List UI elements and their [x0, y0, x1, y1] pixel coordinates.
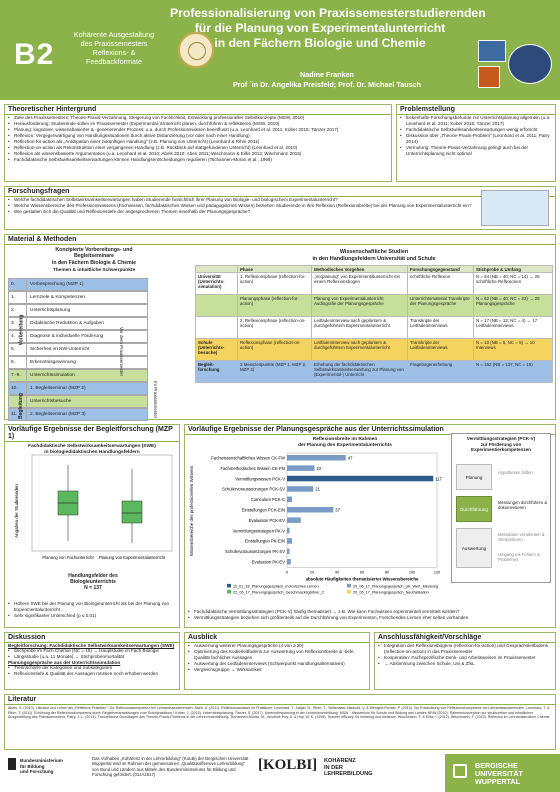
studies-table — [195, 265, 553, 383]
federal-eagle-icon — [8, 758, 16, 770]
title-line: für die Planung von Experimentalunterricht — [194, 21, 446, 35]
bmbf-line: für Bildung — [20, 763, 45, 769]
studies-title-line: Wissenschaftliche Studien — [339, 249, 409, 255]
section-title: Anschlussfähigkeit/Vorschläge — [375, 633, 555, 643]
topic-row — [8, 317, 148, 330]
vk-item: Messungen durchführen & dokumentieren — [498, 500, 548, 511]
vk-step-auswertung: Auswertung — [456, 528, 492, 568]
table-cell: 3 Messzeitpunkte (MZP 1, MZP 2, MZP 3) — [238, 361, 312, 383]
list-item: • Sehr signifikanter Unterschied (p ≤ 0,01) — [8, 613, 174, 619]
vk-item: Messdaten verarbeiten & interpretieren — [498, 532, 545, 543]
side-label-vorbereitung: Vorbereitung — [18, 314, 25, 346]
table-cell: 1. Reflexionsphase (reflection-for-action) — [238, 273, 312, 295]
list-item: • Fachdidaktische Selbstwirksamkeitserwartungen wenig erforscht — [400, 127, 552, 133]
topic-row — [8, 408, 148, 421]
photo-image — [478, 66, 500, 88]
section-title: Vorläufige Ergebnisse der Begleitforschung (MZP 1) — [5, 425, 179, 442]
table-cell: Universität (Unterrichts-simulation) — [196, 273, 238, 295]
topic-number: 10. — [9, 383, 27, 394]
topic-row — [8, 369, 148, 382]
swe-xlabel-line: Handlungsfelder des — [68, 573, 118, 579]
studies-title — [195, 249, 553, 262]
list-item: • Integration des Reflexionsbogens (reflection-for-action) und Gesprächsleitfadens (reflection-on-action) in das Praxissemester — [378, 643, 552, 655]
table-cell: „Vorplanung" von Experimentalunterricht mit einem Reflexionsbogen — [312, 273, 408, 295]
category-label: Einstellungen PCK-EIN — [241, 507, 285, 513]
tick-label: 100 — [408, 570, 416, 575]
category-label: Vermittlungswissen PCK-V — [235, 476, 285, 482]
topic-row — [8, 278, 148, 291]
list-item: • Planung: kognitiver, wissensbasierter & -generierender Prozess; u.a. durch Professionswissen beeinflusst (u.a. Leonhard et al. 2011; Kober 2015; Tänzer 2017) — [8, 127, 388, 133]
poster-title — [170, 6, 486, 51]
list-item: • Reflection-for-action als „Antizipation einer zukünftigen Handlung" (z.B. Planung von Unterricht) (Leonhard & Rihm 2011) — [8, 139, 388, 145]
title-line: Professionalisierung von Praxissemesterstudierenden — [170, 6, 486, 20]
bar — [287, 465, 315, 471]
topic-row — [8, 291, 148, 304]
table-row — [196, 361, 553, 383]
table-cell: 2. Reflexionsphase (reflection-on-action) — [238, 317, 312, 339]
vk-title-line: Experimentierkompetenzen — [471, 447, 531, 453]
table-cell: Planungsphase (reflection-for-action) — [238, 295, 312, 317]
list-item: • Reflexion als wissensbasierte Argumentation (u.a. Leonhard et al. 2010; Abels 2010; Aben 2011; Wischmann & Eilks 2012; Wischmann 2015) — [8, 151, 388, 157]
legend-swatch — [347, 584, 351, 588]
topic-number: 4. — [9, 331, 27, 342]
topic-label: Unterrichtssimulation — [30, 373, 75, 378]
vk-step-durchfuehrung: Durchführung — [456, 496, 492, 522]
table-header — [196, 266, 238, 273]
problem-section — [396, 104, 556, 182]
table-row — [196, 295, 553, 317]
section-title: Forschungsfragen — [5, 187, 555, 197]
tick-label: 80 — [384, 570, 390, 575]
section-title: Theoretischer Hintergrund — [5, 105, 391, 115]
seminar-subtitle: Themen & inhaltliche Schwerpunkte — [52, 268, 136, 274]
bar — [287, 497, 292, 503]
section-title: Diskussion — [5, 633, 179, 643]
side-label-im: Im Praxissemester — [153, 381, 158, 419]
category-label: Schülervoraussetzungen PK-SV — [225, 549, 285, 555]
table-cell: Fragebogenerhebung — [408, 361, 474, 383]
title-line: in den Fächern Biologie und Chemie — [214, 36, 426, 50]
table-cell: N = 62 (NB = 40; NC = 22) → 29 Planungsgespräche — [474, 295, 553, 317]
list-item: • Vermutung: Theorie-Praxis-Verzahnung gelingt auch bei der Unterrichtsplanung nicht optimal — [400, 145, 552, 157]
university-mark-icon — [453, 764, 467, 778]
list-item: • Vermittlungsstrategien beziehen sich größtenteils auf die Durchführung von Experimenten, Forschendes Lernen eher selten vorhanden — [188, 615, 548, 621]
kolbi-tagline-line: KOHÄRENZ — [324, 758, 356, 764]
topic-row — [8, 395, 148, 408]
funding-note: Das Vorhaben „Kohärenz in der Lehrerbildung" (KoLBi) der Bergischen Universität Wuppertal wird im Rahmen der gemeinsamen „Qualitätsoffensive Lehrerbildung" von Bund und Ländern aus Mitteln des Bundesministeriums für Bildung und Forschung gefördert. (01JA1517) — [92, 756, 249, 778]
list-item: • Ziele des Praxissemesters: Theorie-Praxis-Verzahnung, Steigerung von Fachlichkeit, Entwicklung professioneller Selbstkonzepte (MSW, 2010) — [8, 115, 388, 121]
topic-row — [8, 304, 148, 317]
topic-number: 6. — [9, 357, 27, 368]
bmbf-logo — [20, 758, 63, 775]
tick-label: 20 — [309, 570, 315, 575]
table-row — [196, 317, 553, 339]
list-item: • Höhere SWE bei der Planung von Biologieunterricht als bei der Planung von Experimentalunterricht — [8, 601, 174, 613]
table-header: Methodisches Vorgehen — [312, 266, 408, 273]
kolbi-tagline-line: IN DER — [324, 764, 343, 771]
list-item: • Reflexion: Vergegenwärtigung von Handlungssituationen durch aktive Distanzierung (vor oder nach einer Handlung) — [8, 133, 388, 139]
seminar-title-line: in den Fächern Biologie & Chemie — [51, 259, 137, 266]
list-item: • Herausforderung: Studierende sollen im Praxissemester (Experimental-)Unterricht planen, durchführen & reflektieren (MSW, 2010) — [8, 121, 388, 127]
connect-list — [375, 643, 555, 667]
outlook-list — [185, 643, 369, 673]
category-label: Curriculum PCK-C — [250, 497, 285, 503]
swe-boxplot — [8, 451, 178, 571]
list-item: • Fachdidaktische Selbstwirksamkeitserwartungen können Handlungsentscheidungen regulieren (Tschannen-Moran et al., 1998) — [8, 157, 388, 163]
authors — [212, 70, 442, 90]
topic-number: 7.-9. — [9, 370, 27, 381]
project-subtitle — [60, 30, 168, 66]
photo-image — [508, 44, 552, 84]
topic-row — [8, 330, 148, 343]
topic-number: 11. — [9, 409, 27, 420]
vk-box — [451, 433, 551, 583]
table-cell: N = 152 (NB = 137; NC = 15) — [474, 361, 553, 383]
swe-chart-title: Fachdidaktische Selbstwirksamkeitserwartungen (SWE) — [28, 444, 156, 449]
category-label: Evaluation PK-EV — [251, 559, 285, 565]
seminar-title-line: Konzipierte Vorbereitungs- und — [55, 247, 133, 253]
swe-category-label: Planung von Fachunterricht — [42, 555, 94, 560]
box-exp — [122, 501, 142, 523]
seminar-title-line: Begleitseminare — [73, 253, 115, 260]
uni-line: BERGISCHE — [475, 761, 518, 770]
vk-item: Umgang mit Fehlern & Problemen — [498, 552, 540, 563]
category-label: Fachmethodisches Wissen CK-FM — [220, 465, 285, 471]
legend-label: 20_06_17_Planungsgespräch_Neutralisation — [353, 590, 429, 595]
side-label-vor: Vor dem Praxissemester — [119, 327, 124, 377]
subtitle-line: Kohärente Ausgestaltung — [73, 30, 155, 39]
list-item: • Längsstudie (u.a. 11 Monate) → Stichprobenmortalität — [8, 654, 176, 660]
swe-chart-title: in biologiedidaktischen Handlungsfeldern — [44, 450, 140, 455]
subtitle-line: des Praxissemesters — [80, 39, 148, 48]
table-row — [196, 339, 553, 361]
author-name: Nadine Franken — [300, 70, 354, 79]
bar — [287, 528, 290, 534]
bar — [287, 517, 301, 523]
table-header: Phase — [238, 266, 312, 273]
project-code: B2 — [14, 38, 55, 71]
discussion-heading: Begleitforschung: Fachdidaktische Selbstwirksamkeitserwartungen (SWE) — [8, 643, 175, 648]
table-cell: Transkripte der Leitfadeninterviews — [408, 317, 474, 339]
list-item: • Fachdidaktische Vermittlungsstrategien (PCK-V) häufig thematisiert → z.B. Wie kann Fachwissen experimentell vermittelt werden? — [188, 609, 548, 615]
table-cell: Reflexionsphase (reflection-on-action) — [238, 339, 312, 361]
literature-text: Abels, S. (2010). Literatur und Lehrer als „Reflektive Praktiker". Zur Reflexionskompetenz bei Lehramtsstudierenden. Aben, A. (2011). Reflexionsanlässe im Praktikum. Leonhard, T., Nagel, N., Rihm, T., Strittmatter-Haubold, V. & Wengert-Richter, P. (2010). Zur Entwicklung von Reflexionskompetenz bei Lehramtsstudierenden. Leonhard, T. & Rihm, T. (2011). Erhöhung der Reflexionskompetenz durch Begleitveranstaltungen zum Schulpraktikum? Kober, J. (2015). Unterrichtsplanung. Tänzer, S. (2017). Unterrichtsplanung in der Lehrer/innenbildung. MSW - Ministerium für Schule und Bildung des Landes NRW (2010). Rahmenkonzeption zur strukturellen und inhaltlichen Ausgestaltung des Praxissemesters. Patry, J.-L. (2014). Theoretische Grundlagen des Theorie-Praxis-Problems in der Lehrer/innenbildung. Tschannen-Moran, M., Woolfolk Hoy, A. & Hoy, W. K. (1998). Teacher efficacy: Its meaning and measure. Wischmann, F. & Eilks, I. (2012). Wischmann, F. (2015). Reflexion im Lehramtsstudium Chemie. — [8, 706, 551, 720]
subtitle-line: Reflexions- & — [92, 48, 136, 57]
list-item: • Wie gestalten sich die Qualität und Reflexionstiefe der angesprochenen Themen innerhalb der Planungsgespräche? — [8, 209, 552, 215]
section-title: Ausblick — [185, 633, 369, 643]
discussion-list — [5, 648, 179, 660]
topic-row — [8, 382, 148, 395]
table-cell: Schule (Unterrichts-besuche) — [196, 339, 238, 361]
reflexionsbreite-chart — [187, 449, 457, 607]
swe-section — [4, 424, 180, 628]
problem-list — [397, 115, 555, 157]
list-item: • Welche Wissensbereiche des Professionswissens (Fachwissen, fachdidaktisches Wissen und pädagogisches Wissen) beziehen Studierende in ihre Reflexion (Reflexionsbreite) bei der Planung von Experimentalunterricht ein? — [8, 203, 552, 209]
vk-title-line: Vermittlungsstrategien (PCK-V) — [466, 436, 536, 441]
list-item: • lückenhafte Forschungsbefunde zur Unterrichtsplanung allgemein (u.a. Leonhard et al. 2011; Kober 2015; Tänzer 2017) — [400, 115, 552, 127]
section-title: Material & Methoden — [5, 235, 555, 245]
data-label: 47 — [347, 455, 353, 461]
topic-label: 1. Begleitseminar (MZP 2) — [30, 386, 86, 391]
planning-chart-title: der Planung des Experimentalunterrichts — [298, 443, 392, 448]
data-label: 117 — [435, 476, 442, 482]
section-title: Vorläufige Ergebnisse der Planungsgespräche aus der Unterrichtssimulation — [185, 425, 555, 435]
table-row — [196, 273, 553, 295]
uni-line: UNIVERSITÄT — [475, 769, 523, 778]
topic-row — [8, 356, 148, 369]
literature-section — [4, 694, 556, 750]
tick-label: 120 — [433, 570, 441, 575]
kolbi-tagline — [324, 758, 372, 778]
research-list — [5, 197, 555, 215]
bar — [287, 559, 291, 565]
table-cell: N = 54 (NB = 40; NC = 14) → 25 schriftliche Reflexionen — [474, 273, 553, 295]
list-item: • Reflexionstiefe & Qualität der Aussagen müssen noch erhoben werden — [8, 671, 176, 677]
swe-category-label: Planung von Experimentalunterricht — [98, 555, 166, 560]
list-item: • Diskussion über „Theorie-Praxis-Problem" (Leonhard et al. 2011; Patry 2014) — [400, 133, 552, 145]
planning-xlabel: absolute Häufigkeiten thematisierter Wissensbereiche — [305, 576, 419, 582]
header-banner — [0, 0, 560, 100]
table-cell: Planung von Experimentalunterricht Audiografie der Planungsgespräche — [312, 295, 408, 317]
topic-number: 2. — [9, 305, 27, 316]
topic-number: 3. — [9, 318, 27, 329]
plot-area — [32, 455, 172, 551]
table-cell: Transkripte der Leitfadeninterviews — [408, 339, 474, 361]
topic-label: Diagnose & individuelle Förderung — [30, 334, 104, 339]
bmbf-line: und Forschung — [20, 769, 54, 775]
bar — [287, 486, 313, 492]
table-cell: Begleit-forschung — [196, 361, 238, 383]
data-label: 22 — [316, 465, 322, 471]
bar — [287, 507, 333, 513]
side-label-begleitung: Begleitung — [17, 393, 24, 419]
list-item: • Stichprobe im Fach Chemie (NC = 15) → Hauptstudie im Fach Biologie — [8, 648, 176, 654]
topic-label: Sicherheit im NW-Unterricht — [30, 347, 90, 352]
category-label: Schülervoraussetzungen PCK-SV — [222, 486, 285, 492]
table-cell: schriftliche Reflexion — [408, 273, 474, 295]
table-cell: Leitfadeninterview nach geplantem & durchgeführtem Experimentalunterricht — [312, 339, 408, 361]
topic-number: 0. — [9, 279, 27, 290]
subtitle-line: Feedbackformate — [86, 57, 142, 66]
bmbf-line: Bundesministerium — [20, 758, 63, 763]
lab-photo-image — [481, 190, 549, 226]
topic-label: Didaktische Reduktion & Aufgaben — [30, 321, 104, 326]
swe-findings — [5, 601, 177, 619]
tick-label: 40 — [334, 570, 340, 575]
topic-label: 2. Begleitseminar (MZP 3) — [30, 412, 86, 417]
topic-label: Vorbesprechung (MZP 1) — [30, 282, 84, 287]
section-title: Problemstellung — [397, 105, 555, 115]
data-label: 21 — [315, 486, 320, 492]
list-item: • → Abstimmung zwischen Schule, Uni & ZfsL — [378, 661, 552, 667]
table-cell — [196, 317, 238, 339]
list-item: • Trennschärfe der Kategorien und Subkategorien — [8, 665, 176, 671]
topic-label: Erkenntnisgewinnung — [30, 360, 76, 365]
swe-sample-size: N = 137 — [84, 585, 102, 591]
swe-xlabel-line: Biologieunterrichts — [70, 579, 116, 585]
legend-swatch — [227, 584, 231, 588]
bar — [287, 549, 290, 555]
swe-ylabel: Angaben der Studierenden — [14, 484, 19, 538]
section-title: Literatur — [5, 695, 555, 705]
kolbi-logo: [KOLBI] — [258, 757, 318, 773]
planning-findings — [185, 609, 551, 621]
category-label: Evaluation PCK-EV — [248, 517, 285, 523]
vk-item: Hypothesen bilden — [498, 470, 533, 475]
header-photos — [478, 40, 552, 90]
methods-section — [4, 234, 556, 420]
legend-label: 11_01_18_Planungsgespräch_motorisches Lernen — [233, 584, 319, 589]
category-label: Fachwissenschaftliches Wissen CK-FW — [211, 455, 285, 461]
bar — [287, 455, 346, 461]
topic-number: 1. — [9, 292, 27, 303]
vk-step-planung: Planung — [456, 464, 492, 490]
table-cell — [196, 295, 238, 317]
table-cell: Leitfadeninterview nach geplantem & durchgeführtem Experimentalunterricht — [312, 317, 408, 339]
bar — [287, 476, 433, 482]
discussion-heading: Planungsgespräche aus der Unterrichtssimulation — [8, 660, 121, 665]
legend-label: 20_06_17_Planungsgespräch_pH_Wert_Messung — [353, 584, 438, 589]
studies-title-line: in den Handlungsfeldern Universität und Schule — [312, 255, 436, 262]
tick-label: 60 — [359, 570, 365, 575]
swe-xlabel — [5, 573, 181, 591]
list-item: • Auswertung weiterer Planungsgespräche (4 von ≥ 20) — [188, 643, 366, 649]
bar — [287, 538, 292, 544]
tick-label: 0 — [285, 570, 289, 575]
topic-number: 5. — [9, 344, 27, 355]
author-supervisors: Prof ´in Dr. Angelika Preisfeld; Prof. Dr. Michael Tausch — [232, 80, 422, 89]
planning-chart-title: Reflexionsbreite im Rahmen — [312, 437, 378, 442]
table-header: Forschungsgegenstand — [408, 266, 474, 273]
planning-section — [184, 424, 556, 628]
table-cell: N = 10 (NB = 5; NC = 5) → 10 Interviews — [474, 339, 553, 361]
list-item: • Auswertung der Leitfadeninterviews (Schwerpunkt Handlungsalternativen) — [188, 661, 366, 667]
list-item: • Kooperation: Fachspezifische Denk- und Arbeitsweisen im Praxissemester — [378, 655, 552, 661]
discussion-section — [4, 632, 180, 690]
uni-line: WUPPERTAL — [475, 777, 520, 786]
connect-section — [374, 632, 556, 690]
legend-swatch — [227, 590, 231, 594]
theory-list — [5, 115, 391, 163]
photo-image — [478, 40, 506, 62]
kolbi-tagline-line: LEHRERBILDUNG — [324, 771, 373, 778]
university-logo — [445, 754, 560, 792]
topic-label: Unterrichtsbesuche — [30, 399, 72, 404]
category-label: Einstellungen PK-EIN — [244, 538, 285, 544]
planning-ylabel: Wissensbereiche des professionellen Wissens — [189, 465, 194, 557]
topic-label: Unterrichtsplanung — [30, 308, 71, 313]
vk-title-line: zur Förderung von — [480, 441, 522, 447]
list-item: • Welche fachdidaktischen Selbstwirksamkeitserwartungen haben Studierende hinsichtlich ihrer Planung von Biologie- und biologischem Experimentalunterricht? — [8, 197, 552, 203]
list-item: • Vergleichsgruppe → Wirksamkeit — [188, 667, 366, 673]
table-cell: Erhebung der fachdidaktischen Selbstwirksamkeitserwartung zur Planung von (Experimental-) Unterricht — [312, 361, 408, 383]
table-cell: Unterrichtsmaterial Transkripte der Planungsgespräche — [408, 295, 474, 317]
seminar-box — [8, 247, 180, 417]
category-label: Vermittlungsstrategien PK-V — [232, 528, 285, 534]
topic-label: Lernziele & Kompetenzen — [30, 295, 85, 300]
legend-swatch — [347, 590, 351, 594]
list-item: • Optimierung des Kodierleitfadens zur Auswertung von Reflexionsbreite & -tiefe, Qualität fachlicher Aussagen — [188, 649, 366, 661]
table-cell: N = 17 (NB = 13; NC = 4) → 17 Leitfadeninterviews — [474, 317, 553, 339]
research-section — [4, 186, 556, 230]
theory-section — [4, 104, 392, 182]
outlook-section — [184, 632, 370, 690]
table-header: Stichprobe & Umfang — [474, 266, 553, 273]
data-label: 37 — [335, 507, 340, 513]
topic-list — [8, 278, 148, 421]
list-item: • Reflection-on-action als Rekonstruktion einer vergangenen Handlung (z.B. Rückblick auf stattgefundenen Unterricht) (Leonhard et al. 2010) — [8, 145, 388, 151]
discussion-list — [5, 665, 179, 677]
topic-row — [8, 343, 148, 356]
legend-label: 22_06_17_Planungsgespräch_Geschmacksgärtner_C — [233, 590, 325, 595]
